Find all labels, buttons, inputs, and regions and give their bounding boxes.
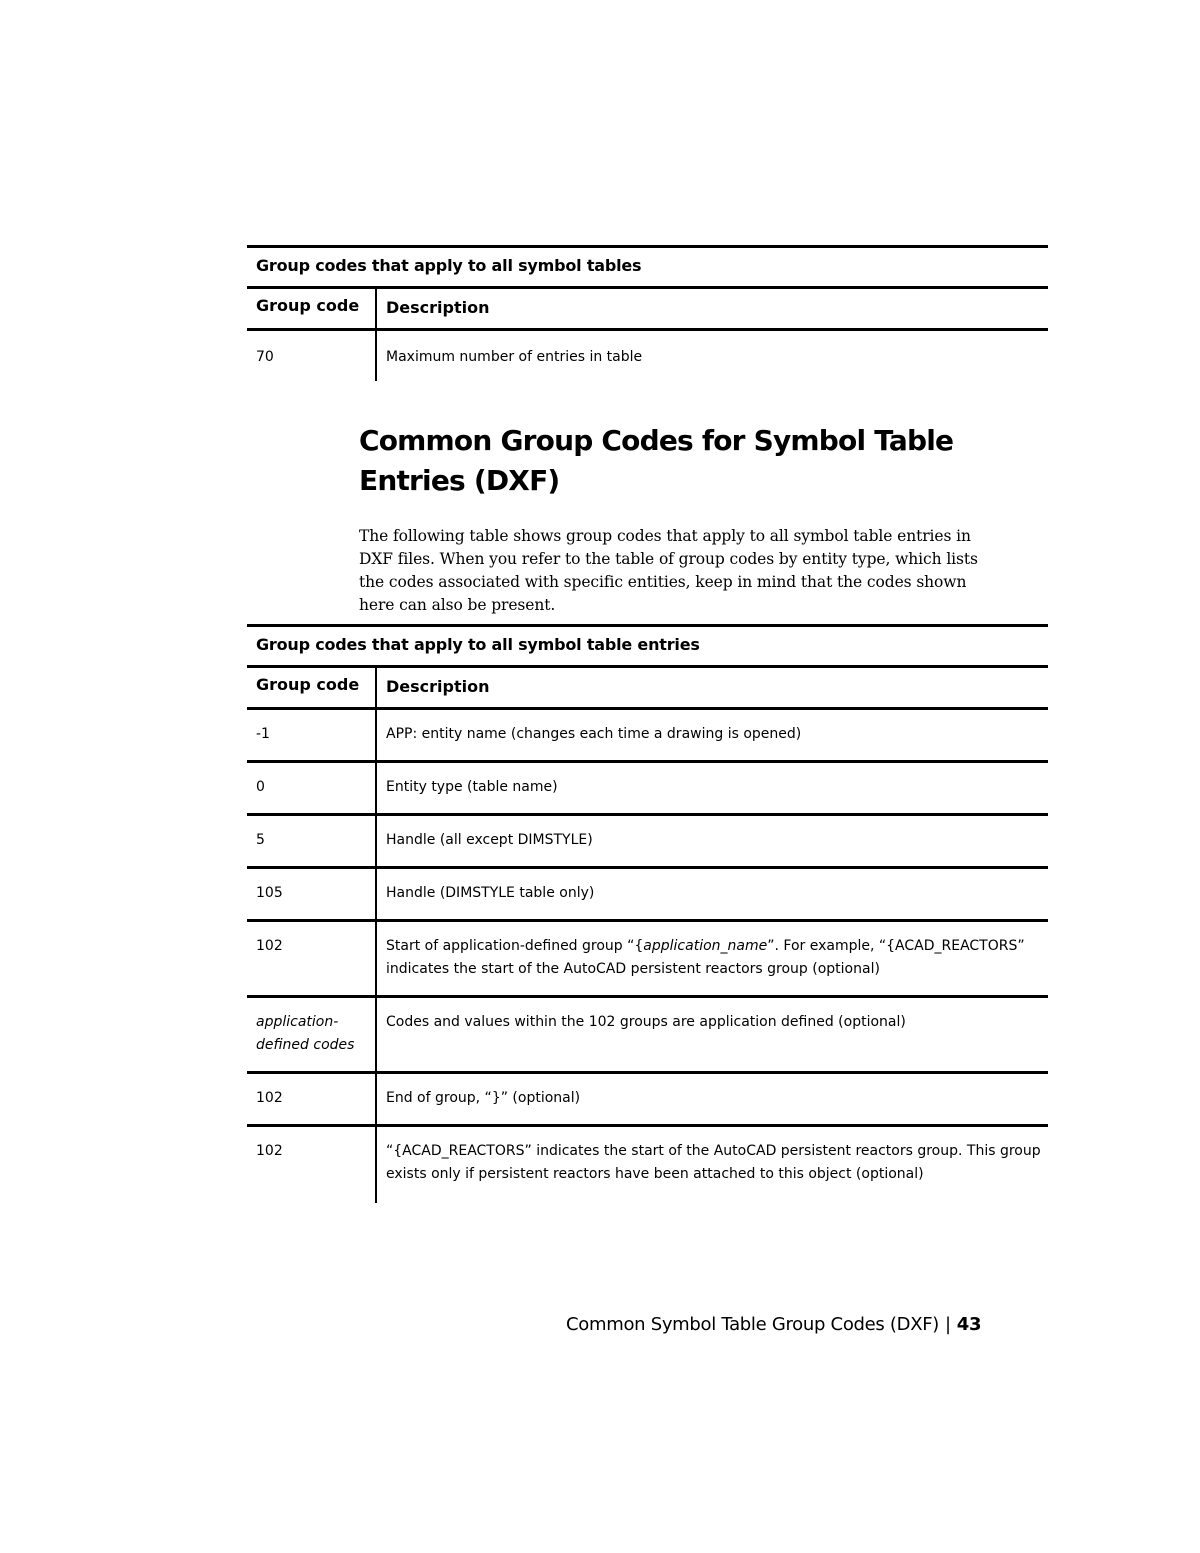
table-row: [247, 328, 1048, 381]
page-number: 43: [956, 1314, 982, 1335]
footer-separator: |: [945, 1314, 951, 1335]
description-italic-text: application_name: [643, 938, 768, 954]
column-header-group-code: Group code: [256, 296, 360, 315]
column-header-group-code: Group code: [256, 675, 360, 694]
table-header-row: [247, 665, 1048, 707]
table-row: [247, 995, 1048, 1071]
group-code-cell: 105: [256, 885, 283, 901]
group-code-cell: 102: [256, 1090, 283, 1106]
column-header-description: Description: [375, 289, 1048, 328]
symbol-tables-group-codes-table: [247, 245, 1048, 381]
description-cell: Entity type (table name): [375, 763, 1048, 813]
page-footer: [566, 1314, 996, 1335]
table-header-row: [247, 286, 1048, 328]
section-title: Common Group Codes for Symbol Table Entries (DXF): [359, 424, 954, 497]
table-caption: Group codes that apply to all symbol table entries: [247, 624, 1048, 665]
description-text: ”. For example, “{ACAD_REACTORS” indicates the start of the AutoCAD persistent reactors group (optional): [386, 938, 1025, 977]
table-row: [247, 707, 1048, 760]
description-cell: Handle (DIMSTYLE table only): [375, 869, 1048, 919]
group-code-cell: 0: [256, 779, 265, 795]
symbol-table-entries-group-codes-table: [247, 624, 1048, 1203]
table-row: [247, 813, 1048, 866]
description-cell: Codes and values within the 102 groups are application defined (optional): [375, 998, 1048, 1071]
description-cell: Handle (all except DIMSTYLE): [375, 816, 1048, 866]
table-row: [247, 760, 1048, 813]
group-code-cell: 5: [256, 832, 265, 848]
table-row: [247, 866, 1048, 919]
description-cell: APP: entity name (changes each time a drawing is opened): [375, 710, 1048, 760]
description-text: Start of application-defined group “{: [386, 938, 644, 954]
group-code-cell: application-defined codes: [256, 1014, 355, 1053]
table-caption: Group codes that apply to all symbol tables: [247, 245, 1048, 286]
description-cell: End of group, “}” (optional): [375, 1074, 1048, 1124]
group-code-cell: 70: [256, 349, 274, 365]
table-row: [247, 919, 1048, 995]
description-cell: [375, 922, 1048, 995]
intro-paragraph: The following table shows group codes that apply to all symbol table entries in DXF files. When you refer to the table of group codes by entity type, which lists the codes associated with specific entities, keep in mind that the codes shown here can also be present.: [359, 527, 978, 614]
description-cell: “{ACAD_REACTORS” indicates the start of the AutoCAD persistent reactors group. This group exists only if persistent reactors have been attached to this object (optional): [375, 1127, 1048, 1203]
running-title: Common Symbol Table Group Codes (DXF): [566, 1314, 940, 1335]
table-row: [247, 1124, 1048, 1203]
group-code-cell: 102: [256, 938, 283, 954]
group-code-cell: -1: [256, 726, 270, 742]
description-cell: Maximum number of entries in table: [375, 331, 1048, 381]
table-row: [247, 1071, 1048, 1124]
group-code-cell: 102: [256, 1143, 283, 1159]
column-header-description: Description: [375, 668, 1048, 707]
